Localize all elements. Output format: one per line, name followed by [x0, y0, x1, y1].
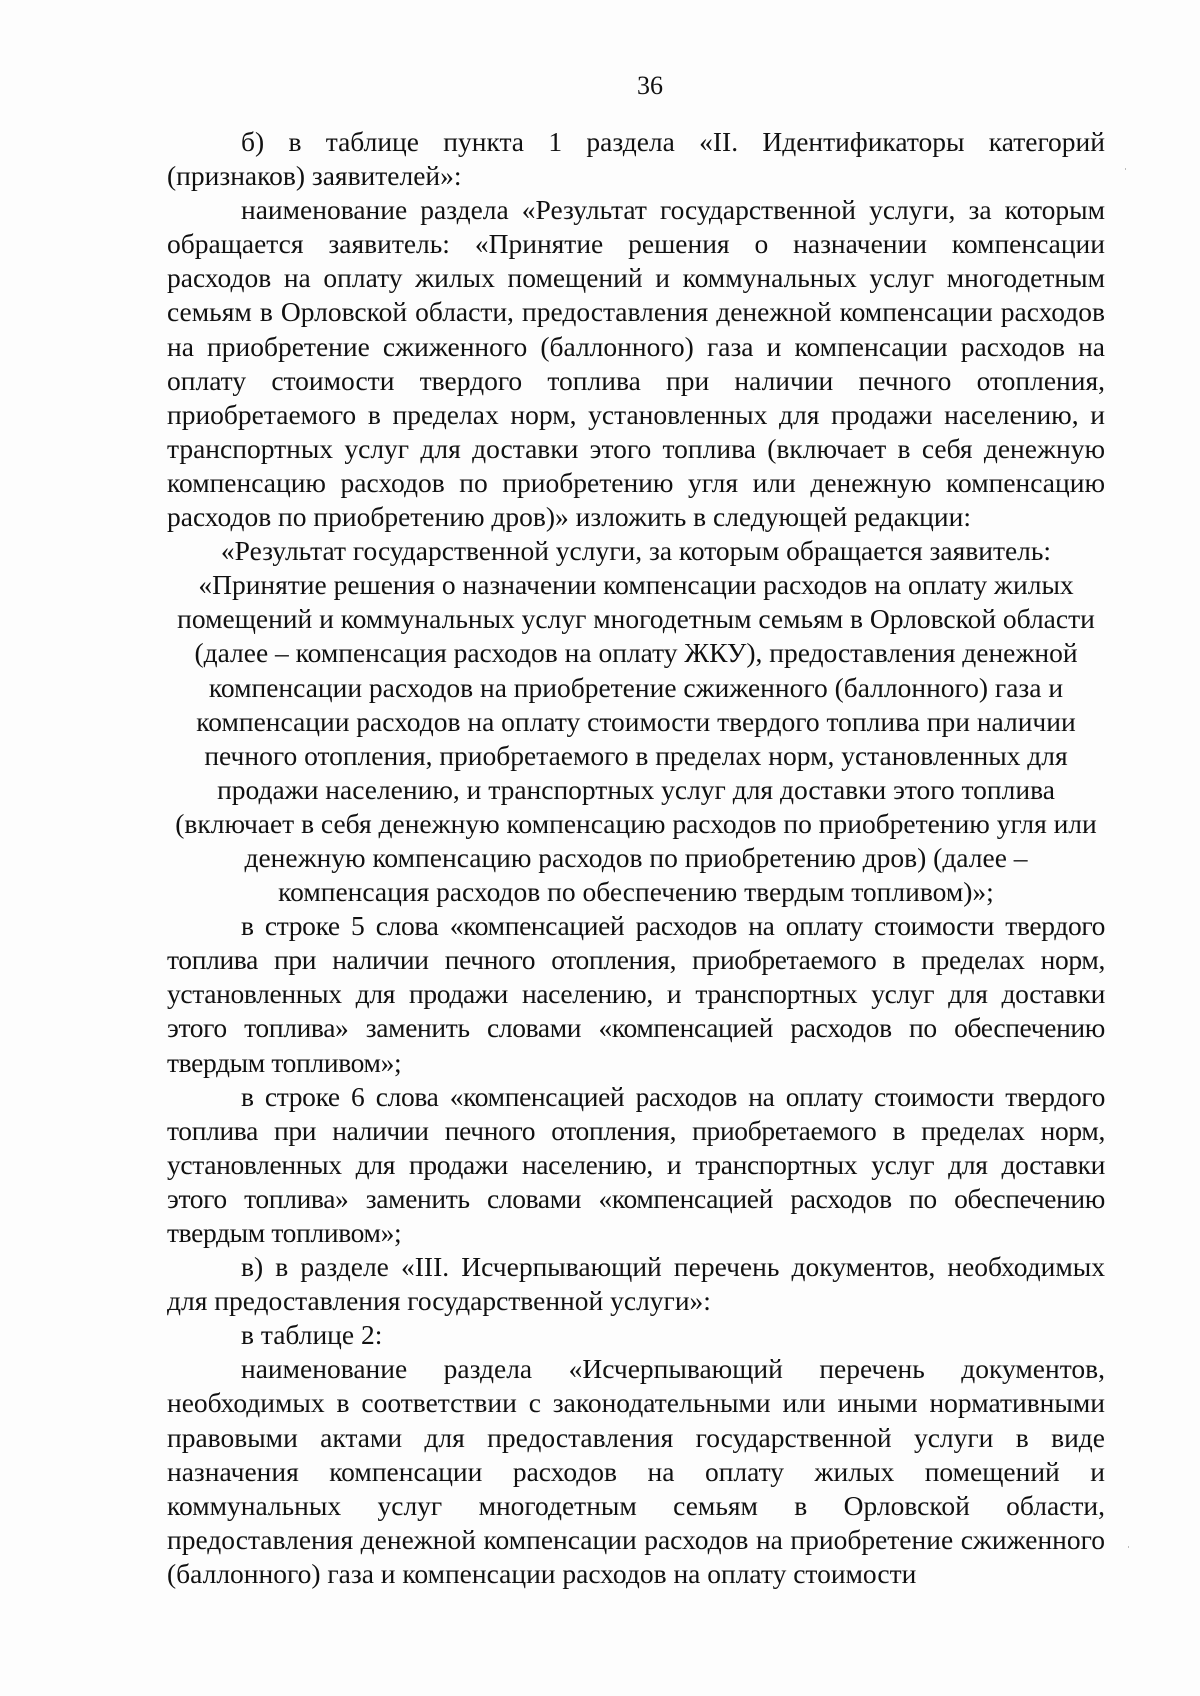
- page-number: 36: [637, 71, 663, 100]
- paragraph-b-identifiers: б) в таблице пункта 1 раздела «II. Идентификаторы категорий (признаков) заявителей»:: [167, 126, 1105, 192]
- paragraph-v-section-iii: в) в разделе «III. Исчерпывающий перечень документов, необходимых для предоставления государственной услуги»:: [167, 1251, 1105, 1317]
- scan-artifact-mark: [1125, 168, 1126, 170]
- paragraph-table-2: в таблице 2:: [241, 1319, 383, 1351]
- document-body: [167, 125, 1105, 1591]
- paragraph-row-6: в строке 6 слова «компенсацией расходов на оплату стоимости твердого топлива при наличии печного отопления, приобретаемого в пределах норм, установленных для продажи населению, и транспортных услуг для доставки этого топлива» заменить словами «компенсацией расходов по обеспечению твердым топливом»;: [167, 1080, 1105, 1248]
- paragraph-section-name-old: наименование раздела «Результат государственной услуги, за которым обращается заявитель: «Принятие решения о назначении компенсации расходов на оплату жилых помещений и коммунальных услуг многодетным семьям в Орловской области, предоставления денежной компенсации расходов на приобретение сжиженного (баллонного) газа и компенсации расходов на оплату стоимости твердого топлива при наличии печного отопления, приобретаемого в пределах норм, установленных для продажи населению, и транспортных услуг для доставки этого топлива (включает в себя денежную компенсацию расходов по приобретению угля или денежную компенсацию расходов по приобретению дров)» изложить в следующей редакции:: [167, 194, 1105, 533]
- scan-artifact-mark: [1128, 1546, 1129, 1548]
- paragraph-section-name-table-2: наименование раздела «Исчерпывающий перечень документов, необходимых в соответствии с законодательными или иными нормативными правовыми актами для предоставления государственной услуги в виде назначения компенсации расходов на оплату жилых помещений и коммунальных услуг многодетным семьям в Орловской области, предоставления денежной компенсации расходов на приобретение сжиженного (баллонного) газа и компенсации расходов на оплату стоимости: [167, 1353, 1105, 1589]
- paragraph-row-5: в строке 5 слова «компенсацией расходов на оплату стоимости твердого топлива при наличии печного отопления, приобретаемого в пределах норм, установленных для продажи населению, и транспортных услуг для доставки этого топлива» заменить словами «компенсацией расходов по обеспечению твердым топливом»;: [167, 910, 1105, 1078]
- quoted-new-wording: «Результат государственной услуги, за которым обращается заявитель: «Принятие решения о назначении компенсации расходов на оплату жилых помещений и коммунальных услуг многодетным семьям в Орловской области (далее – компенсация расходов на оплату ЖКУ), предоставления денежной компенсации расходов на приобретение сжиженного (баллонного) газа и компенсации расходов на оплату стоимости твердого топлива при наличии печного отопления, приобретаемого в пределах норм, установленных для продажи населению, и транспортных услуг для доставки этого топлива (включает в себя денежную компенсацию расходов по приобретению угля или денежную компенсацию расходов по приобретению дров) (далее – компенсация расходов по обеспечению твердым топливом)»;: [175, 535, 1097, 908]
